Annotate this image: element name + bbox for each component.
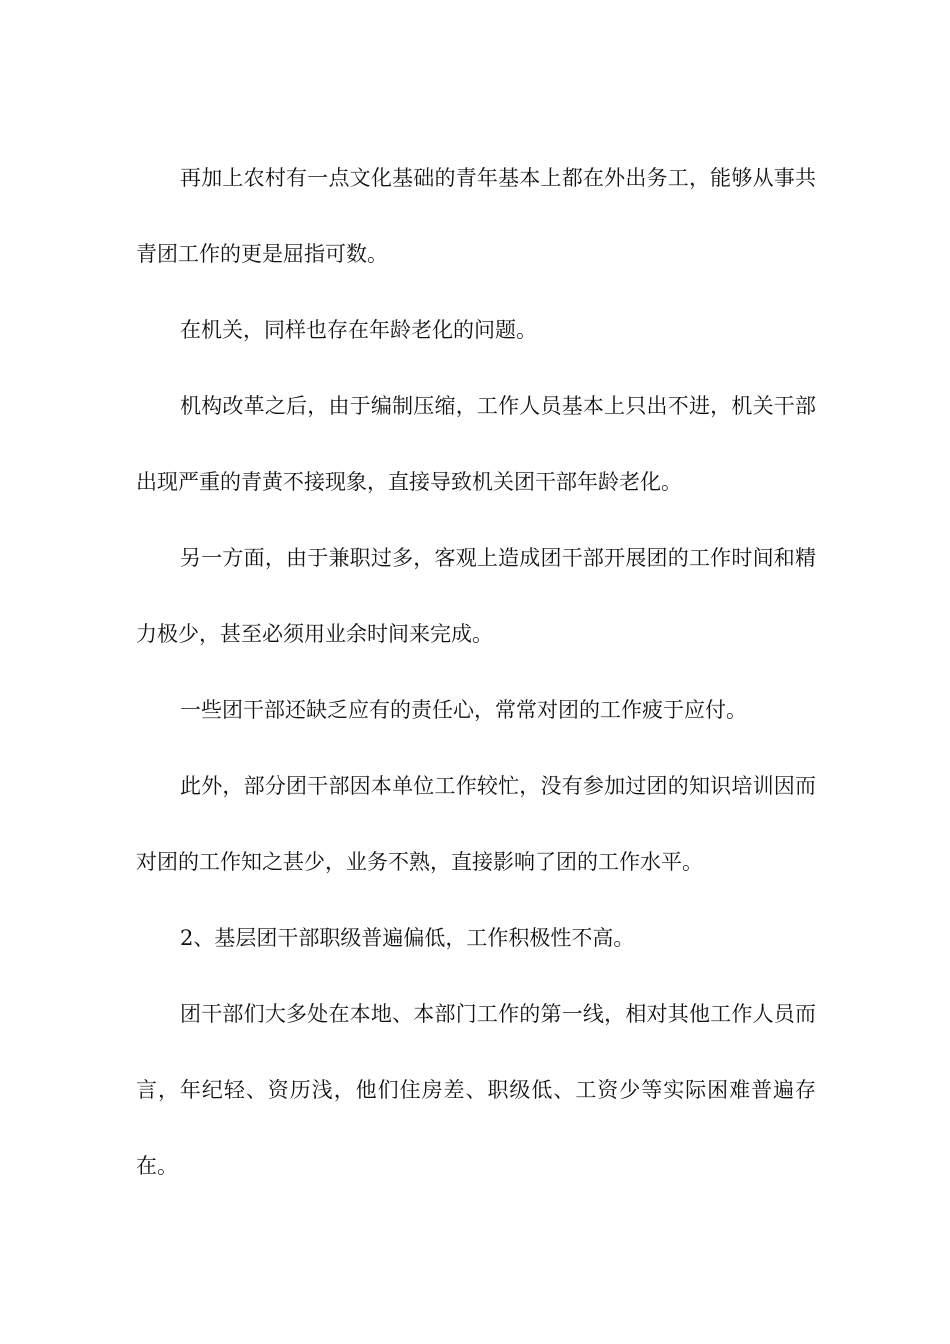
- paragraph-3: 机构改革之后，由于编制压缩，工作人员基本上只出不进，机关干部出现严重的青黄不接现象，直接导致机关团干部年龄老化。: [136, 394, 816, 494]
- paragraph-8: 团干部们大多处在本地、本部门工作的第一线，相对其他工作人员而言，年纪轻、资历浅，他们住房差、职级低、工资少等实际困难普遍存在。: [136, 1002, 816, 1178]
- paragraph-6: 此外，部分团干部因本单位工作较忙，没有参加过团的知识培训因而对团的工作知之甚少，业务不熟，直接影响了团的工作水平。: [136, 774, 816, 874]
- paragraph-1: 再加上农村有一点文化基础的青年基本上都在外出务工，能够从事共青团工作的更是屈指可数。: [136, 166, 816, 266]
- paragraph-4: 另一方面，由于兼职过多，客观上造成团干部开展团的工作时间和精力极少，甚至必须用业余时间来完成。: [136, 546, 816, 646]
- paragraph-2: 在机关，同样也存在年龄老化的问题。: [180, 318, 537, 342]
- paragraph-5: 一些团干部还缺乏应有的责任心，常常对团的工作疲于应付。: [180, 698, 747, 722]
- paragraph-7: 2、基层团干部职级普遍偏低，工作积极性不高。: [180, 926, 635, 950]
- document-body: [136, 140, 816, 1204]
